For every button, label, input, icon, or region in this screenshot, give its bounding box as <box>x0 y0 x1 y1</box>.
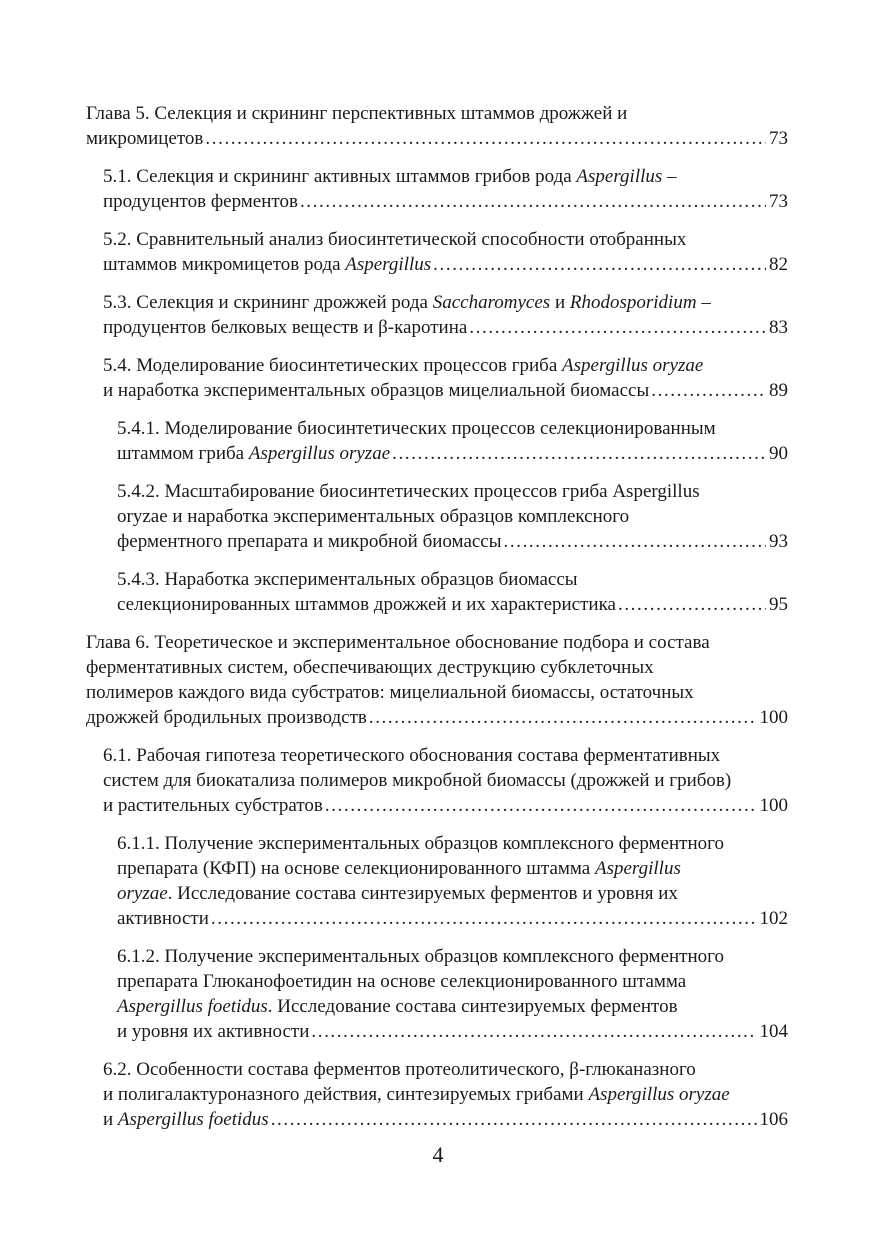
dot-leader <box>618 592 766 617</box>
toc-text-segment: 5.4. Моделирование биосинтетических процессов гриба <box>103 355 563 376</box>
toc-italic-term: oryzae <box>117 883 168 904</box>
toc-italic-term: Aspergillus oryzae <box>562 355 704 376</box>
dot-leader <box>504 529 766 554</box>
toc-entry-text <box>86 655 654 680</box>
toc-entry-text <box>117 529 502 554</box>
toc-text-segment: 5.1. Селекция и скрининг активных штаммов грибов рода <box>103 166 577 187</box>
toc-text-segment: 6.1.2. Получение экспериментальных образцов комплексного ферментного <box>117 946 724 967</box>
toc-text-segment: 5.4.1. Моделирование биосинтетических процессов селекционированным <box>117 418 716 439</box>
toc-entry[interactable] <box>86 831 788 931</box>
dot-leader <box>651 378 766 403</box>
toc-entry-line <box>117 504 788 529</box>
toc-entry[interactable] <box>86 164 788 214</box>
toc-text-segment: . Исследование состава синтезируемых ферментов и уровня их <box>167 883 678 904</box>
toc-text-segment: микромицетов <box>86 128 204 149</box>
toc-page-ref: 104 <box>759 1021 788 1042</box>
toc-entry[interactable] <box>86 227 788 277</box>
toc-entry-line <box>103 793 788 818</box>
dot-leader <box>392 441 766 466</box>
toc-entry-text <box>103 1082 730 1107</box>
toc-text-segment: штаммом гриба <box>117 443 249 464</box>
toc-entry-line <box>117 906 788 931</box>
toc-text-segment: oryzae и наработка экспериментальных образцов комплексного <box>117 506 630 527</box>
toc-text-segment: и уровня их активности <box>117 1021 310 1042</box>
table-of-contents <box>86 101 788 1132</box>
toc-entry-line <box>86 705 788 730</box>
toc-italic-term: Aspergillus <box>594 858 681 879</box>
toc-text-segment: 5.4.3. Наработка экспериментальных образцов биомассы <box>117 569 578 590</box>
toc-page-ref: 95 <box>769 594 788 615</box>
toc-text-segment: – <box>662 166 677 187</box>
toc-entry-text <box>117 856 681 881</box>
toc-entry-text <box>86 680 694 705</box>
toc-text-segment: полимеров каждого вида субстратов: мицелиальной биомассы, остаточных <box>86 682 694 703</box>
toc-entry-line <box>117 944 788 969</box>
toc-entry-text <box>103 315 467 340</box>
toc-entry[interactable] <box>86 101 788 151</box>
dot-leader <box>271 1107 757 1132</box>
toc-entry-line <box>103 768 788 793</box>
toc-entry-line <box>86 655 788 680</box>
toc-entry-text <box>103 768 731 793</box>
toc-text-segment: 5.2. Сравнительный анализ биосинтетической способности отобранных <box>103 229 687 250</box>
toc-entry[interactable] <box>86 416 788 466</box>
toc-text-segment: продуцентов ферментов <box>103 191 298 212</box>
toc-text-segment: продуцентов белковых веществ и β-каротина <box>103 317 468 338</box>
toc-italic-term: Aspergillus <box>576 166 663 187</box>
toc-entry-line <box>103 189 788 214</box>
toc-entry-text <box>117 994 678 1019</box>
toc-entry-line <box>86 630 788 655</box>
toc-page-ref: 82 <box>769 254 788 275</box>
toc-entry-line <box>117 529 788 554</box>
toc-page-ref: 100 <box>759 707 788 728</box>
toc-text-segment: и полигалактуроназного действия, синтезируемых грибами <box>103 1084 589 1105</box>
toc-text-segment: и наработка экспериментальных образцов мицелиальной биомассы <box>103 380 650 401</box>
toc-entry-text <box>103 1057 696 1082</box>
toc-entry-line <box>103 743 788 768</box>
dot-leader <box>325 793 757 818</box>
toc-entry-text <box>117 881 678 906</box>
toc-entry-text <box>117 969 686 994</box>
toc-entry[interactable] <box>86 567 788 617</box>
toc-entry-text <box>117 416 716 441</box>
toc-entry-line <box>103 1082 788 1107</box>
toc-entry-text <box>117 592 616 617</box>
toc-text-segment: 5.3. Селекция и скрининг дрожжей рода <box>103 292 433 313</box>
toc-text-segment: и <box>550 292 570 313</box>
toc-entry-text <box>117 831 724 856</box>
toc-entry-text <box>103 227 686 252</box>
page-number: 4 <box>432 1142 444 1167</box>
toc-entry-line <box>103 164 788 189</box>
toc-entry-line <box>117 831 788 856</box>
toc-entry-line <box>103 353 788 378</box>
dot-leader <box>311 1019 756 1044</box>
toc-page-ref: 106 <box>759 1109 788 1130</box>
toc-text-segment: ферментного препарата и микробной биомассы <box>117 531 502 552</box>
toc-entry-text <box>117 504 629 529</box>
toc-text-segment: препарата (КФП) на основе селекционированного штамма <box>117 858 595 879</box>
toc-text-segment: селекционированных штаммов дрожжей и их характеристика <box>117 594 616 615</box>
toc-entry-text <box>117 906 209 931</box>
toc-page-ref: 89 <box>769 380 788 401</box>
toc-italic-term: Aspergillus foetidus <box>117 996 268 1017</box>
toc-entry-text <box>103 743 720 768</box>
toc-entry-line <box>117 479 788 504</box>
toc-page-ref: 73 <box>769 128 788 149</box>
toc-entry-text <box>103 1107 269 1132</box>
toc-italic-term: Rhodosporidium <box>569 292 697 313</box>
toc-entry-text <box>86 126 203 151</box>
toc-page-ref: 102 <box>759 908 788 929</box>
toc-entry-line <box>86 126 788 151</box>
toc-page-ref: 93 <box>769 531 788 552</box>
toc-entry-line <box>103 1057 788 1082</box>
toc-entry-line <box>117 881 788 906</box>
toc-text-segment: препарата Глюканофоетидин на основе селекционированного штамма <box>117 971 687 992</box>
toc-entry-text <box>103 378 649 403</box>
toc-text-segment: дрожжей бродильных производств <box>86 707 367 728</box>
toc-entry-text <box>103 252 431 277</box>
toc-entry-text <box>103 290 711 315</box>
toc-page-ref: 83 <box>769 317 788 338</box>
toc-entry-line <box>103 252 788 277</box>
toc-entry[interactable] <box>86 944 788 1044</box>
toc-entry[interactable] <box>86 479 788 554</box>
dot-leader <box>369 705 757 730</box>
toc-italic-term: Aspergillus foetidus <box>117 1109 269 1130</box>
toc-text-segment: Глава 6. Теоретическое и экспериментальное обоснование подбора и состава <box>86 632 710 653</box>
toc-entry-text <box>103 793 323 818</box>
toc-italic-term: Saccharomyces <box>432 292 551 313</box>
toc-text-segment: 6.1.1. Получение экспериментальных образцов комплексного ферментного <box>117 833 724 854</box>
toc-text-segment: ферментативных систем, обеспечивающих деструкцию субклеточных <box>86 657 654 678</box>
toc-entry-line <box>86 680 788 705</box>
toc-entry-line <box>117 441 788 466</box>
dot-leader <box>433 252 766 277</box>
toc-text-segment: и <box>103 1109 118 1130</box>
dot-leader <box>300 189 766 214</box>
toc-text-segment: активности <box>117 908 209 929</box>
toc-entry-line <box>103 378 788 403</box>
toc-entry[interactable] <box>86 743 788 818</box>
toc-entry-text <box>117 479 700 504</box>
toc-entry-text <box>117 441 390 466</box>
toc-entry-line <box>117 969 788 994</box>
toc-entry-text <box>86 705 367 730</box>
toc-entry-text <box>117 944 724 969</box>
toc-text-segment: систем для биокатализа полимеров микробной биомассы (дрожжей и грибов) <box>103 770 732 791</box>
toc-entry[interactable] <box>86 290 788 340</box>
toc-text-segment: Глава 5. Селекция и скрининг перспективных штаммов дрожжей и <box>86 103 628 124</box>
toc-entry-line <box>117 416 788 441</box>
toc-entry-line <box>86 101 788 126</box>
toc-text-segment: 6.2. Особенности состава ферментов протеолитического, β-глюканазного <box>103 1059 696 1080</box>
toc-entry-line <box>117 567 788 592</box>
toc-page-ref: 100 <box>759 795 788 816</box>
dot-leader <box>469 315 766 340</box>
toc-entry-line <box>117 994 788 1019</box>
toc-entry[interactable] <box>86 630 788 730</box>
toc-entry-line <box>103 315 788 340</box>
toc-entry-text <box>117 567 578 592</box>
toc-text-segment: 6.1. Рабочая гипотеза теоретического обоснования состава ферментативных <box>103 745 721 766</box>
toc-italic-term: Aspergillus oryzae <box>588 1084 730 1105</box>
toc-text-segment: 5.4.2. Масштабирование биосинтетических процессов гриба Aspergillus <box>117 481 700 502</box>
toc-italic-term: Aspergillus oryzae <box>248 443 391 464</box>
toc-entry-line <box>103 290 788 315</box>
toc-text-segment: . Исследование состава синтезируемых ферментов <box>267 996 678 1017</box>
toc-entry-line <box>117 592 788 617</box>
dot-leader <box>211 906 757 931</box>
toc-page-ref: 73 <box>769 191 788 212</box>
toc-entry-text <box>86 101 627 126</box>
toc-entry[interactable] <box>86 1057 788 1132</box>
toc-entry-line <box>117 856 788 881</box>
toc-page-ref: 90 <box>769 443 788 464</box>
toc-entry-line <box>103 1107 788 1132</box>
toc-italic-term: Aspergillus <box>345 254 432 275</box>
toc-entry-text <box>103 164 677 189</box>
toc-entry-text <box>117 1019 309 1044</box>
toc-text-segment: штаммов микромицетов рода <box>103 254 346 275</box>
dot-leader <box>205 126 766 151</box>
toc-entry-text <box>86 630 710 655</box>
toc-text-segment: и растительных субстратов <box>103 795 323 816</box>
toc-entry-line <box>103 227 788 252</box>
toc-text-segment: – <box>696 292 711 313</box>
toc-entry-text <box>103 353 703 378</box>
toc-entry-line <box>117 1019 788 1044</box>
toc-entry-text <box>103 189 298 214</box>
toc-entry[interactable] <box>86 353 788 403</box>
